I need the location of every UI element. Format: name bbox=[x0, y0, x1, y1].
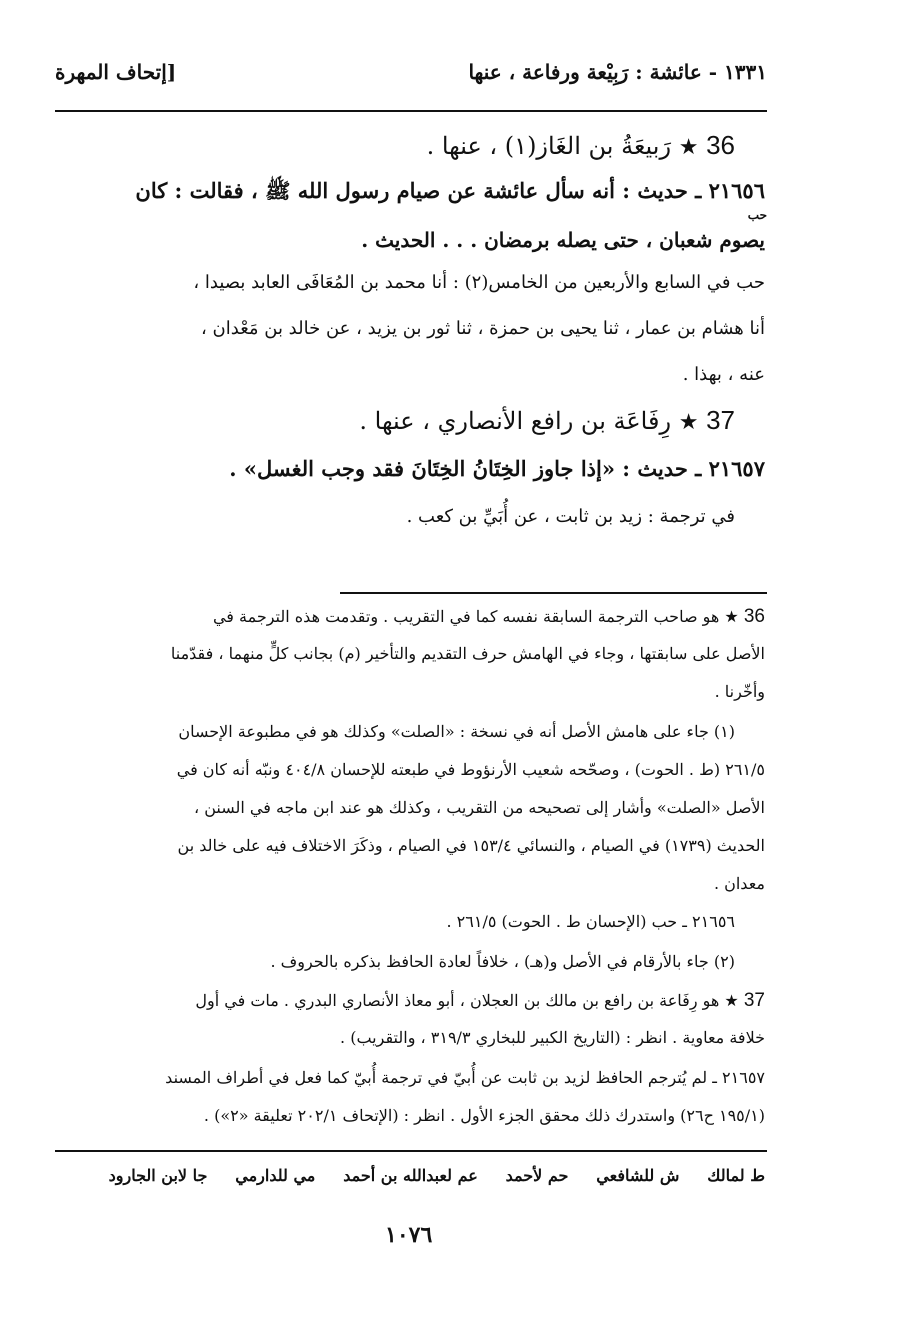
footnote-21656: ٢١٦٥٦ ـ حب (الإحسان ط . الحوت) ٢٦١/٥ . bbox=[446, 912, 735, 931]
footnote-2: (٢) جاء بالأرقام في الأصل و(هـ) ، خلافاً لعادة الحافظ بذكره بالحروف . bbox=[270, 952, 735, 971]
entry-number: 37 bbox=[706, 405, 735, 435]
source-36-line1: حب في السابع والأربعين من الخامس(٢) : أنا محمد بن المُعَافَى العابد بصيدا ، bbox=[193, 272, 765, 293]
footnote-text: هو صاحب الترجمة السابقة نفسه كما في التقريب . وتقدمت هذه الترجمة في bbox=[212, 607, 720, 626]
footnote-36-line1 bbox=[213, 606, 765, 628]
source-36-line2: أنا هشام بن عمار ، ثنا يحيى بن حمزة ، ثنا ثور بن يزيد ، عن خالد بن مَعْدان ، bbox=[201, 318, 765, 339]
footnote-1-line1: (١) جاء على هامش الأصل أنه في نسخة : «الصلت» وكذلك هو في مطبوعة الإحسان bbox=[178, 722, 735, 741]
abbreviation-item: ط لمالك bbox=[707, 1166, 765, 1185]
entry-title: رَبيعَةُ بن الغَاز(١) ، عنها . bbox=[426, 132, 672, 160]
source-36-line3: عنه ، بهذا . bbox=[682, 364, 765, 385]
margin-code: حب bbox=[747, 208, 767, 222]
footnote-1-line3: الأصل «الصلت» وأشار إلى تصحيحه من التقريب ، وكذلك هو عند ابن ماجه في السنن ، bbox=[193, 798, 765, 817]
entry-37-heading bbox=[359, 405, 735, 436]
footnote-number: 36 bbox=[743, 606, 765, 627]
entry-36-heading bbox=[427, 130, 735, 161]
star-icon: ★ bbox=[724, 607, 739, 626]
star-icon: ★ bbox=[678, 135, 699, 160]
footnote-text: هو رِفَاعة بن رافع بن مالك بن العجلان ، أبو معاذ الأنصاري البدري . مات في أول bbox=[195, 991, 720, 1010]
abbreviation-item: مي للدارمي bbox=[235, 1166, 316, 1185]
hadith-21656-line2: يصوم شعبان ، حتى يصله برمضان . . . الحديث . bbox=[361, 228, 765, 252]
hadith-21656-line1: ٢١٦٥٦ ـ حديث : أنه سأل عائشة عن صيام رسول الله ﷺ ، فقالت : كان bbox=[135, 178, 765, 203]
abbreviation-item: جا لابن الجارود bbox=[108, 1166, 208, 1185]
footnote-21657-line1: ٢١٦٥٧ ـ لم يُترجم الحافظ لزيد بن ثابت عن أُبيّ في ترجمة أُبيّ كما فعل في أطراف المسند bbox=[165, 1068, 765, 1087]
page-number: ١٠٧٦ bbox=[385, 1222, 433, 1248]
running-header-right: ١٣٣١ - عائشة : رَبِيْعة ورفاعة ، عنها bbox=[468, 60, 767, 84]
footnote-37-line2: خلافة معاوية . انظر : (التاريخ الكبير للبخاري ٣١٩/٣ ، والتقريب) . bbox=[340, 1028, 765, 1047]
abbreviation-item: ش للشافعي bbox=[596, 1166, 680, 1185]
footnote-rule bbox=[340, 592, 767, 594]
footnote-number: 37 bbox=[743, 990, 765, 1011]
entry-number: 36 bbox=[706, 130, 735, 160]
abbreviation-list bbox=[109, 1166, 765, 1185]
footnote-37-line1 bbox=[195, 990, 765, 1012]
star-icon: ★ bbox=[678, 410, 699, 435]
hadith-21657-line1: ٢١٦٥٧ ـ حديث : «إذا جاوز الخِتَانُ الخِتَانَ فقد وجب الغسل» . bbox=[229, 456, 765, 481]
footnote-1-line2: ٢٦١/٥ (ط . الحوت) ، وصحّحه شعيب الأرنؤوط في طبعته للإحسان ٤٠٤/٨ ونبّه أنه كان في bbox=[176, 760, 765, 779]
footnote-36-line2: الأصل على سابقتها ، وجاء في الهامش حرف التقديم والتأخير (م) بجانب كلٍّ منهما ، فقدّمنا bbox=[170, 644, 765, 663]
footnote-21657-line2: (١٩٥/١ ح٢٦) واستدرك ذلك محقق الجزء الأول . انظر : (الإتحاف ٢٠٢/١ تعليقة «٢») . bbox=[203, 1106, 765, 1125]
entry-title: رِفَاعَة بن رافع الأنصاري ، عنها . bbox=[359, 407, 672, 435]
running-header-left: [إتحاف المهرة bbox=[55, 60, 177, 84]
header-rule bbox=[55, 110, 767, 112]
footnote-1-line5: معدان . bbox=[713, 874, 765, 893]
star-icon: ★ bbox=[724, 991, 739, 1010]
abbreviation-item: عم لعبدالله بن أحمد bbox=[343, 1166, 478, 1185]
abbreviations-rule bbox=[55, 1150, 767, 1152]
hadith-21657-line2: في ترجمة : زيد بن ثابت ، عن أُبَيِّ بن كعب . bbox=[406, 506, 735, 527]
footnote-36-line3: وأخّرنا . bbox=[714, 682, 765, 701]
footnote-1-line4: الحديث (١٧٣٩) في الصيام ، والنسائي ١٥٣/٤ في الصيام ، وذكَرَ الاختلاف فيه على خالد بن bbox=[177, 836, 765, 855]
abbreviation-item: حم لأحمد bbox=[505, 1166, 569, 1185]
